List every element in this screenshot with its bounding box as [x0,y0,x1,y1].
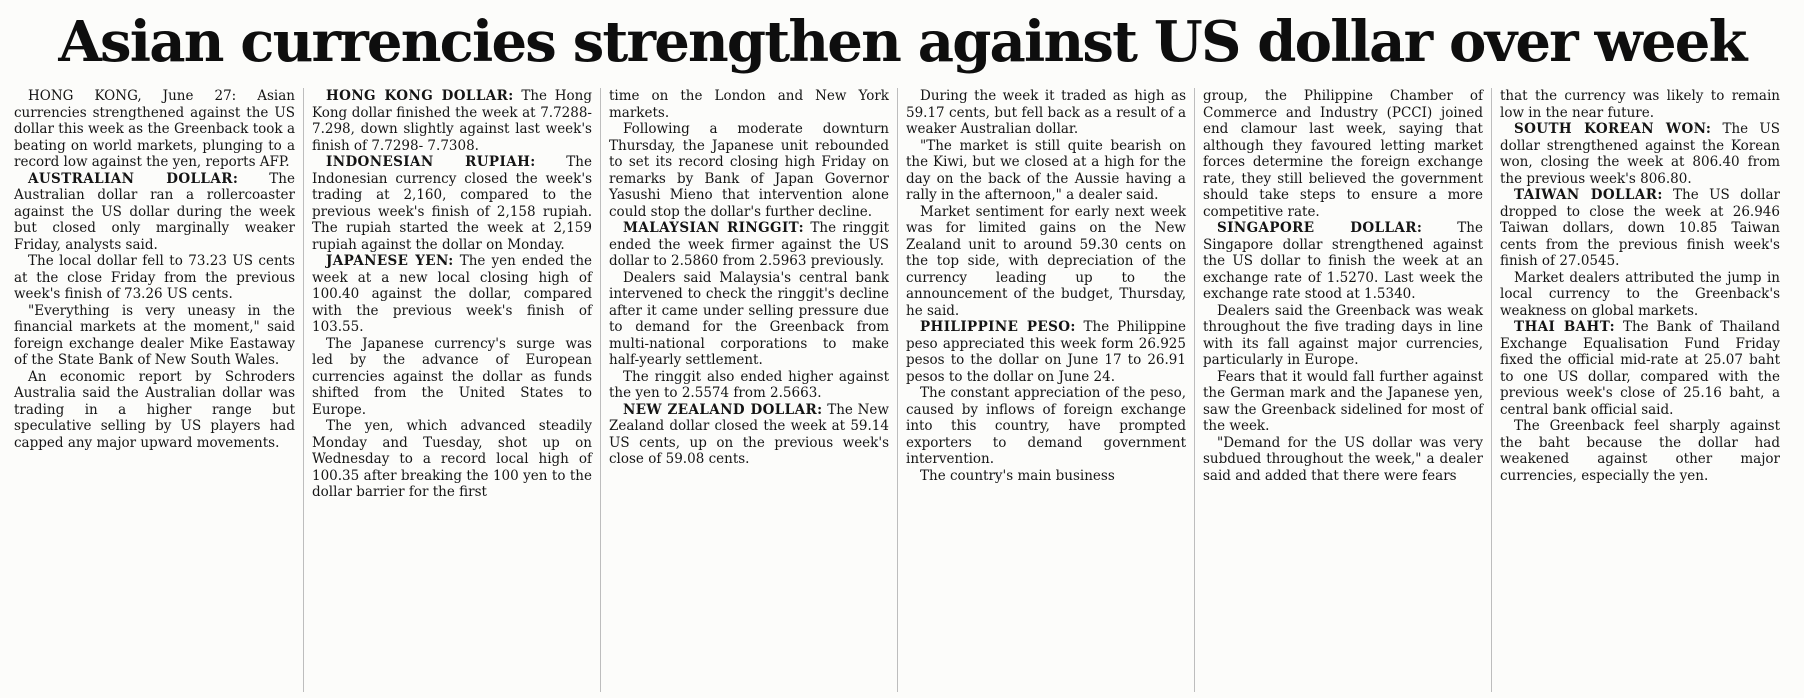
article-paragraph [1203,435,1483,485]
article-paragraph [609,88,889,121]
currency-subhead: PHILIPPINE PESO: [920,319,1076,335]
paragraph-text: The Greenback feel sharply against the baht because the dollar had weakened against other major currencies, especially the yen. [1500,418,1780,484]
article-paragraph [1500,270,1780,320]
article-paragraph [1500,88,1780,121]
paragraph-text: Market dealers attributed the jump in local currency to the Greenback's weakness on global markets. [1500,269,1780,319]
article-paragraph [609,369,889,402]
paragraph-text: Market sentiment for early next week was for limited gains on the New Zealand unit to around 59.30 cents on the top side, with depreciation of the currency leading up to the announcement of the budget, Thursday, he said. [906,203,1186,319]
article-paragraph [312,336,592,419]
paragraph-text: "The market is still quite bearish on the Kiwi, but we closed at a high for the day on the back of the Aussie having a rally in the afternoon," a dealer said. [906,137,1186,203]
paragraph-text: group, the Philippine Chamber of Commerce and Industry (PCCI) joined end clamour last week, saying that although they favoured letting market forces determine the foreign exchange rate, they still believed the government should take steps to ensure a more competitive rate. [1203,88,1483,220]
currency-subhead: SINGAPORE DOLLAR: [1217,220,1423,236]
currency-subhead: NEW ZEALAND DOLLAR: [623,401,823,418]
article-column [897,88,1194,692]
article-paragraph [312,418,592,501]
currency-subhead: AUSTRALIAN DOLLAR: [28,170,239,187]
paragraph-text: The New Zealand dollar closed the week at 59.14 US cents, up on the previous week's close of 59.08 cents. [609,401,889,467]
paragraph-text: The Philippine peso appreciated this week form 26.925 pesos to the dollar on June 17 to 26.91 pesos to the dollar on June 24. [906,319,1186,385]
paragraph-text: During the week it traded as high as 59.17 cents, but fell back as a result of a weaker Australian dollar. [906,88,1186,137]
article-paragraph [312,253,592,336]
article-paragraph [1203,369,1483,435]
article-paragraph [1500,319,1780,418]
article-paragraph [1203,220,1483,303]
paragraph-text: An economic report by Schroders Australia said the Australian dollar was trading in a higher range but speculative selling by US players had capped any major upward movements. [14,368,295,451]
article-paragraph [1203,303,1483,369]
article-paragraph [14,171,295,254]
paragraph-text: The Australian dollar ran a rollercoaster against the US dollar during the week but closed only marginally weaker Friday, analysts said. [14,170,295,253]
paragraph-text: The yen, which advanced steadily Monday and Tuesday, shot up on Wednesday to a record local high of 100.35 after breaking the 100 yen to the dollar barrier for the first [312,418,592,500]
paragraph-text: Following a moderate downturn Thursday, the Japanese unit rebounded to set its record closing high Friday on remarks by Bank of Japan Governor Yasushi Mieno that intervention alone could stop the dollar's further decline. [609,121,889,220]
paragraph-text: The Hong Kong dollar finished the week at 7.7288-7.298, down slightly against last week's finish of 7.7298- 7.7308. [312,88,592,154]
article-column [1194,88,1491,692]
currency-subhead: SOUTH KOREAN WON: [1514,121,1712,137]
article-paragraph [312,88,592,154]
article-paragraph [906,138,1186,204]
paragraph-text: HONG KONG, June 27: Asian currencies strengthened against the US dollar this week as the Greenback took a beating on world markets, plunging to a record low against the yen, reports AFP. [14,88,295,170]
article-paragraph [609,270,889,369]
article-column [303,88,600,692]
paragraph-text: Dealers said the Greenback was weak throughout the five trading days in line with its fall against major currencies, particularly in Europe. [1203,302,1483,368]
article-paragraph [1203,88,1483,220]
paragraph-text: that the currency was likely to remain low in the near future. [1500,88,1780,121]
article-paragraph [14,88,295,171]
article-paragraph [312,154,592,253]
article-column [600,88,897,692]
paragraph-text: Dealers said Malaysia's central bank intervened to check the ringgit's decline after it came under selling pressure due to demand for the Greenback from multi-national corporations to make half-yearly settlement. [609,269,889,368]
currency-subhead: MALAYSIAN RINGGIT: [623,220,805,236]
paragraph-text: The Japanese currency's surge was led by the advance of European currencies against the dollar as funds shifted from the United States to Europe. [312,335,592,418]
article-paragraph [906,319,1186,385]
article-paragraph [14,303,295,369]
article-columns [6,88,1796,692]
paragraph-text: The ringgit ended the week firmer against the US dollar to 2.5860 from 2.5963 previously. [609,220,889,269]
article-paragraph [906,88,1186,138]
paragraph-text: The country's main business [920,467,1115,484]
article-paragraph [609,121,889,220]
article-column [1491,88,1788,692]
article-paragraph [906,468,1186,485]
article-column [6,88,303,692]
article-paragraph [609,402,889,468]
paragraph-text: The US dollar dropped to close the week at 26.946 Taiwan dollars, down 10.85 Taiwan cents from the previous finish week's finish of 27.0545. [1500,187,1780,269]
currency-subhead: INDONESIAN RUPIAH: [326,154,536,170]
paragraph-text: "Demand for the US dollar was very subdued throughout the week," a dealer said and added that there were fears [1203,434,1483,484]
paragraph-text: The ringgit also ended higher against the yen to 2.5574 from 2.5663. [609,368,889,401]
paragraph-text: Fears that it would fall further against the German mark and the Japanese yen, saw the Greenback sidelined for most of the week. [1203,368,1483,434]
currency-subhead: HONG KONG DOLLAR: [326,88,514,104]
article-paragraph [906,204,1186,320]
article-paragraph [14,369,295,452]
article-paragraph [1500,187,1780,270]
currency-subhead: TAIWAN DOLLAR: [1514,187,1663,203]
headline: Asian currencies strengthen against US dollar over week [58,9,1746,75]
paragraph-text: The Bank of Thailand Exchange Equalisation Fund Friday fixed the official mid-rate at 25.07 baht to one US dollar, compared with the previous week's close of 25.16 baht, a central bank official said. [1500,319,1781,418]
paragraph-text: The local dollar fell to 73.23 US cents at the close Friday from the previous week's finish of 73.26 US cents. [14,253,295,302]
paragraph-text: The US dollar strengthened against the Korean won, closing the week at 806.40 from the previous week's 806.80. [1500,121,1780,187]
paragraph-text: The constant appreciation of the peso, caused by inflows of foreign exchange into this country, have prompted exporters to demand government intervention. [906,385,1186,467]
article-paragraph [14,253,295,303]
paragraph-text: The yen ended the week at a new local closing high of 100.40 against the dollar, compared with the previous week's finish of 103.55. [312,253,593,335]
article-paragraph [1500,121,1780,187]
article-paragraph [609,220,889,270]
currency-subhead: JAPANESE YEN: [326,253,454,269]
currency-subhead: THAI BAHT: [1514,319,1616,335]
article-paragraph [1500,418,1780,484]
paragraph-text: time on the London and New York markets. [609,88,889,121]
paragraph-text: The Singapore dollar strengthened against the US dollar to finish the week at an exchange rate of 1.5270. Last week the exchange rate stood at 1.5340. [1203,220,1483,302]
paragraph-text: The Indonesian currency closed the week's trading at 2,160, compared to the previous week's finish of 2,158 rupiah. The rupiah started the week at 2,159 rupiah against the dollar on Monday. [312,154,592,253]
article-paragraph [906,385,1186,468]
paragraph-text: "Everything is very uneasy in the financial markets at the moment," said foreign exchange dealer Mike Eastaway of the State Bank of New South Wales. [14,302,295,368]
